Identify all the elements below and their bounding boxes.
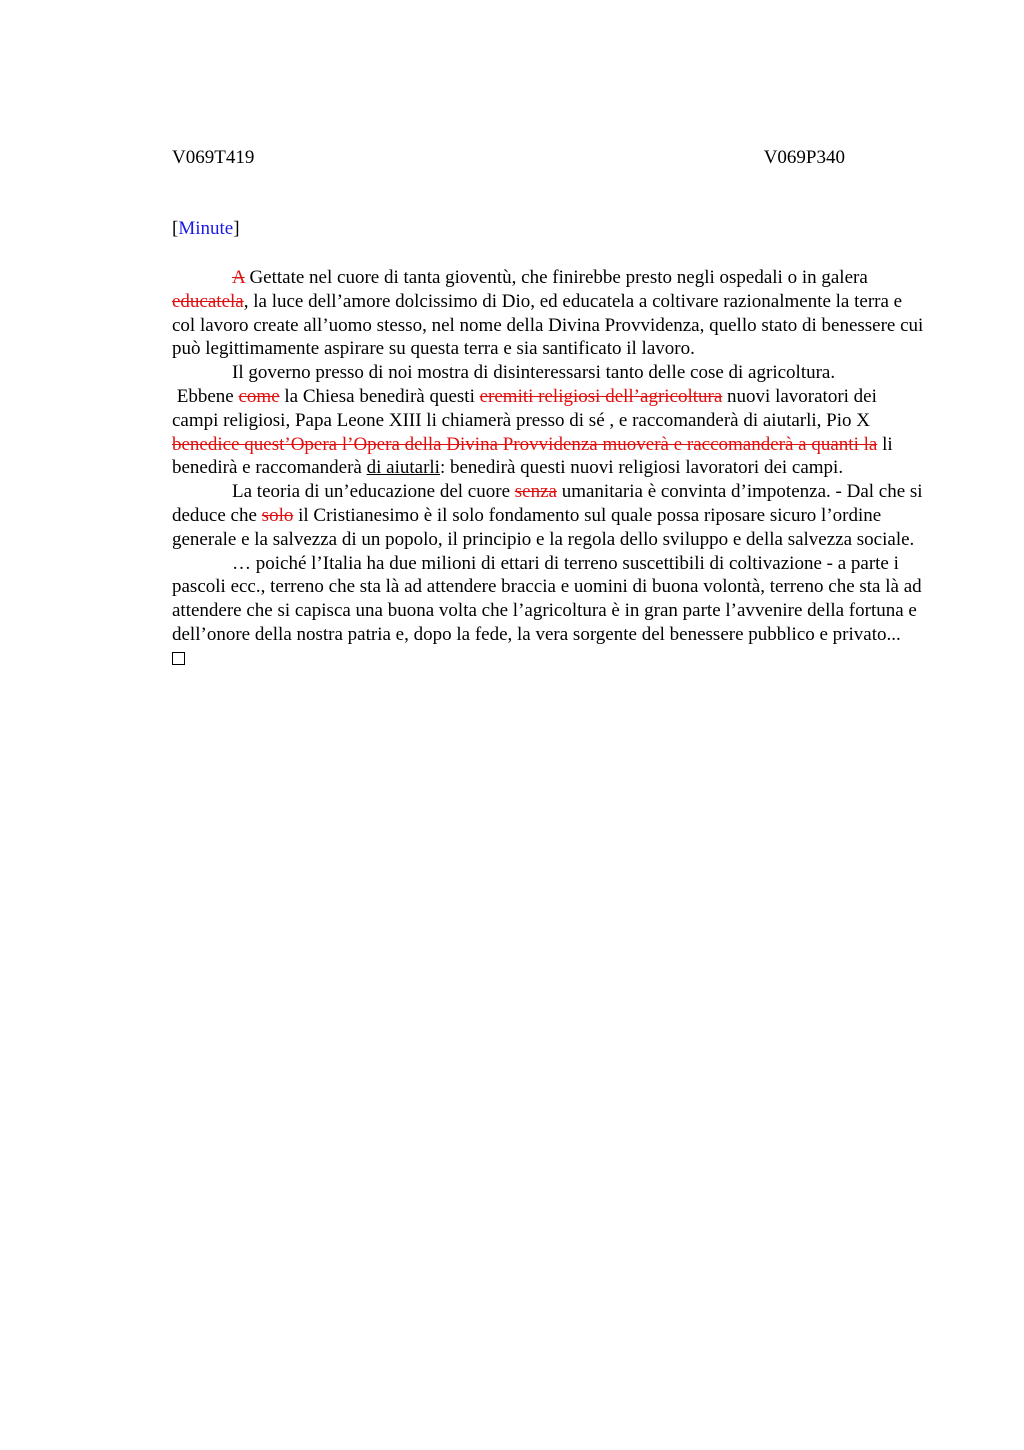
paragraph-1 [172, 266, 924, 361]
document-body [172, 266, 924, 672]
deleted-text: eremiti religiosi dell’agricoltura [479, 385, 723, 407]
paragraph-2-continued [172, 385, 924, 480]
document-code-right: V069P340 [763, 147, 845, 168]
deleted-text: solo [261, 504, 294, 526]
paragraph-text: La teoria di un’educazione del cuore [232, 481, 515, 503]
paragraph-4 [172, 552, 924, 647]
paragraph-text: umanitaria è convinta d’impotenza. - Dal che si deduce che [172, 481, 923, 526]
deleted-text: educatela [172, 290, 244, 312]
paragraph-text: Gettate nel cuore di tanta gioventù, che finirebbe presto negli ospedali o in galera [244, 267, 868, 288]
section-heading [172, 218, 240, 240]
document-code-left: V069T419 [172, 147, 255, 168]
underlined-text: di aiutarli [366, 457, 440, 479]
paragraph-text: , la luce dell’amore dolcissimo di Dio, ed educatela a coltivare razionalmente la terra e col lavoro create all’uomo stesso, nel nome della Divina Provvidenza, quello stato di benessere cui può legittimamente aspirare su questa terra e sia santificato il lavoro. [172, 290, 924, 360]
paragraph-text: la Chiesa benedirà questi [279, 385, 480, 407]
page-header [172, 147, 845, 169]
paragraph-text: nuovi lavoratori dei campi religiosi, Papa Leone XIII li chiamerà presso di sé , e raccomanderà di aiutarli, Pio X [172, 385, 877, 431]
checkbox-square-icon [172, 652, 185, 665]
paragraph-3 [172, 480, 924, 551]
deleted-text: come [238, 385, 280, 407]
deleted-text: benedice quest’Opera l’Opera della Divina Provvidenza muoverà e raccomanderà a quanti la [172, 433, 878, 455]
close-bracket: ] [233, 218, 240, 239]
paragraph-text: Il governo presso di noi mostra di disinteressarsi tanto delle cose di agricoltura. [232, 362, 836, 384]
paragraph-text: il Cristianesimo è il solo fondamento sul quale possa riposare sicuro l’ordine generale e la salvezza di un popolo, il principio e la regola dello sviluppo e della salvezza sociale. [172, 504, 915, 550]
paragraph-text: li benedirà e raccomanderà [172, 433, 893, 479]
paragraph-2 [172, 361, 924, 385]
paragraph-text: … poiché l’Italia ha due milioni di ettari di terreno suscettibili di coltivazione - a parte i pascoli ecc., terreno che sta là ad attendere braccia e uomini di buona volontà, terreno che sta là ad attendere che si capisca una buona volta che l’agricoltura è in gran parte l’avvenire della fortuna e dell’onore della nostra patria e, dopo la fede, la vera sorgente del benessere pubblico e privato... [172, 552, 922, 645]
paragraph-text: Ebbene [172, 385, 239, 407]
paragraph-text: : benedirà questi nuovi religiosi lavoratori dei campi. [439, 457, 844, 479]
open-bracket: [ [172, 218, 179, 239]
end-marker-line [172, 647, 924, 672]
deleted-text: senza [514, 481, 557, 503]
section-title: Minute [178, 218, 234, 239]
deleted-text: A [232, 267, 245, 288]
